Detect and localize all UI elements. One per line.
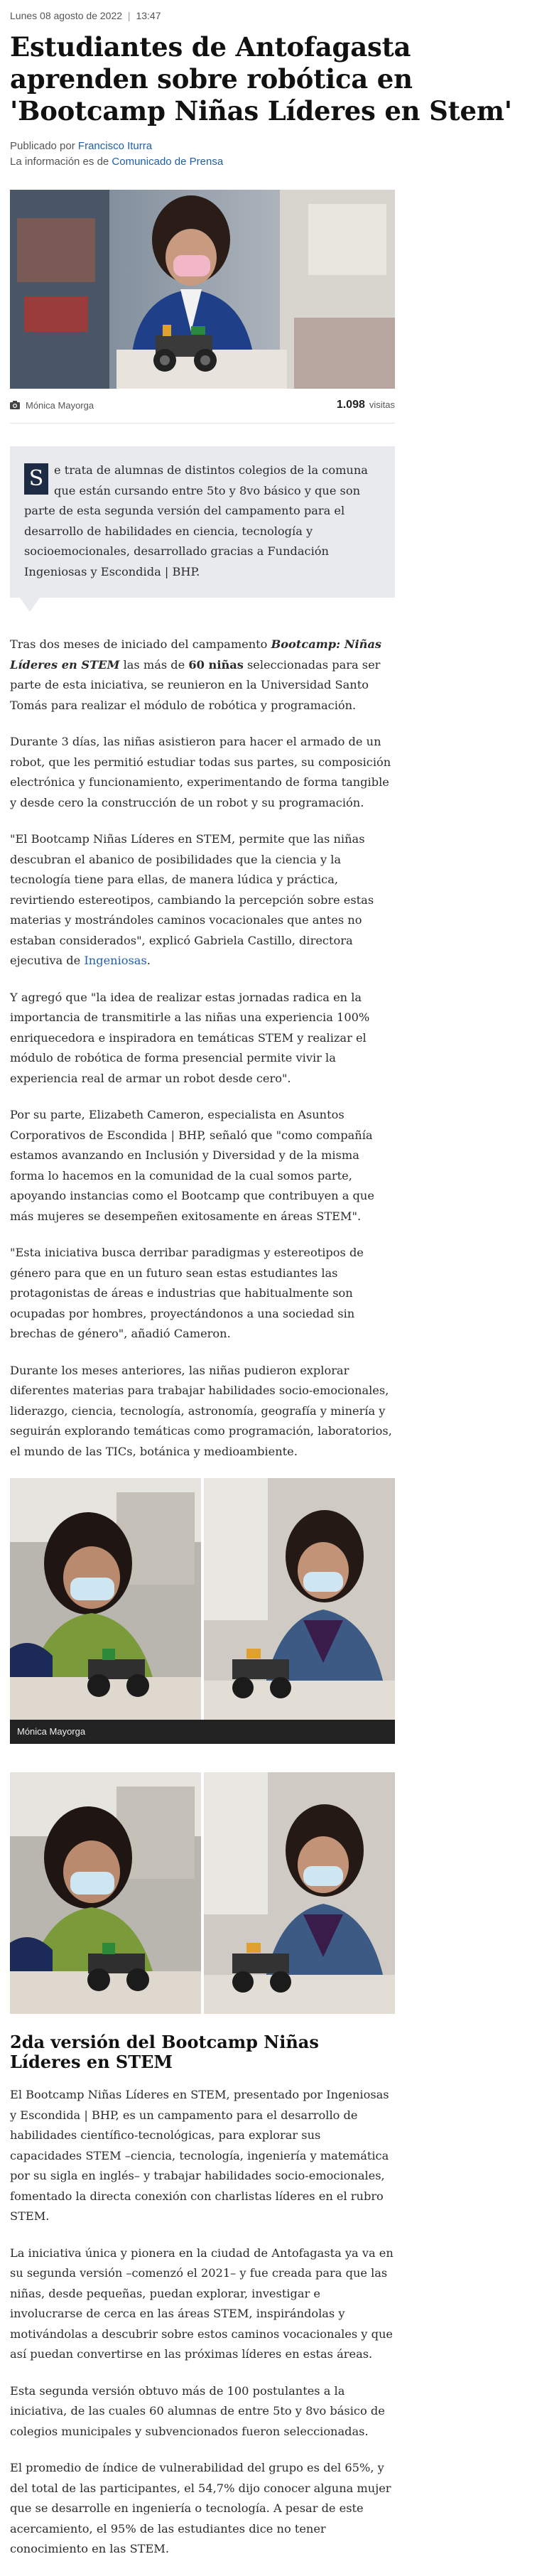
gallery-photo-illustration bbox=[204, 1772, 395, 2014]
lead-box bbox=[10, 446, 395, 598]
source-link[interactable]: Comunicado de Prensa bbox=[112, 156, 224, 168]
paragraph bbox=[10, 829, 395, 971]
lead-text: e trata de alumnas de distintos colegios de la comuna que están cursando entre 5to y 8vo básico y que son parte de esta segunda versión del campamento para el desarrollo de habilidades en ciencia, tecnología y socioemocionales, desarrollado gracias a Fundación Ingeniosas y Escondida | BHP. bbox=[24, 463, 368, 578]
view-count-number: 1.098 bbox=[336, 399, 365, 411]
paragraph-text: seleccionadas para ser parte de esta iniciativa, se reunieron en la Universidad Santo Tomás para realizar el módulo de robótica y programación. bbox=[10, 657, 381, 712]
paragraph-text: Tras dos meses de iniciado del campamento bbox=[10, 637, 271, 651]
article-title: Estudiantes de Antofagasta aprenden sobre robótica en 'Bootcamp Niñas Líderes en Stem' bbox=[10, 31, 512, 126]
author-line bbox=[10, 139, 527, 154]
photo-gallery-2[interactable] bbox=[10, 1772, 395, 2014]
paragraph: Durante 3 días, las niñas asistieron para hacer el armado de un robot, que les permitió estudiar todas sus partes, su composición electrónica y funcionamiento, experimentando de forma tangible y desde cero la construcción de un robot y su programación. bbox=[10, 735, 391, 809]
photo-meta bbox=[10, 399, 395, 411]
time-text: 13:47 bbox=[136, 10, 161, 21]
ingeniosas-link[interactable]: Ingeniosas bbox=[84, 954, 147, 967]
hero-photo[interactable] bbox=[10, 190, 395, 389]
gallery-photo-right[interactable] bbox=[204, 1478, 395, 1720]
hero-photo-illustration bbox=[10, 190, 395, 389]
view-count-label: visitas bbox=[369, 399, 395, 410]
gallery-photo-left[interactable] bbox=[10, 1478, 201, 1720]
gallery-caption: Mónica Mayorga bbox=[10, 1720, 395, 1744]
published-prefix: Publicado por bbox=[10, 140, 75, 152]
paragraph: Por su parte, Elizabeth Cameron, especialista en Asuntos Corporativos de Escondida | BHP, señaló que "como compañía estamos avanzando en Inclusión y Diversidad y de la misma forma lo hacemos en la comunidad de la cual somos parte, apoyando instancias como el Bootcamp que contribuyen a que más mujeres se desempeñen exitosamente en áreas STEM". bbox=[10, 1108, 374, 1223]
camera-icon bbox=[10, 401, 20, 409]
gallery-photo-illustration bbox=[204, 1478, 395, 1720]
section-heading: 2da versión del Bootcamp Niñas Líderes en STEM bbox=[10, 2032, 319, 2072]
divider bbox=[10, 423, 395, 424]
paragraph bbox=[10, 635, 395, 716]
paragraph: Esta segunda versión obtuvo más de 100 postulantes a la iniciativa, de las cuales 60 alumnas de entre 5to y 8vo básico de colegios municipales y subvencionados fueron seleccionadas. bbox=[10, 2383, 385, 2438]
gallery-photo-illustration bbox=[10, 1478, 201, 1720]
gallery-photo-right[interactable] bbox=[204, 1772, 395, 2014]
paragraph: Y agregó que "la idea de realizar estas jornadas radica en la importancia de transmitirle a las niñas una experiencia 100% enriquecedora e inspiradora en temáticas STEM y realizar el módulo de robótica de forma presencial permite vivir la experiencia real de armar un robot desde cero". bbox=[10, 990, 370, 1085]
article-body bbox=[10, 635, 395, 1462]
paragraph-text: . bbox=[146, 954, 151, 967]
photo-credit-name: Mónica Mayorga bbox=[26, 399, 94, 411]
byline bbox=[10, 139, 527, 170]
paragraph: El Bootcamp Niñas Líderes en STEM, presentado por Ingeniosas y Escondida | BHP, es un campamento para el desarrollo de habilidades científico-tecnológicas, para explorar sus capacidades STEM –ciencia, tecnología, ingeniería y matemática por su sigla en inglés– y trabajar habilidades socio-emocionales, fomentado la directa conexión con charlistas líderes en el rubro STEM. bbox=[10, 2088, 389, 2223]
photo-gallery-1[interactable] bbox=[10, 1478, 395, 1720]
paragraph: El promedio de índice de vulnerabilidad del grupo es del 65%, y del total de las participantes, el 54,7% dijo conocer alguna mujer que se desarrolle en ingeniería o tecnología. A pesar de este acercamiento, el 95% de las estudiantes dice no tener conocimiento en las STEM. bbox=[10, 2461, 391, 2555]
drop-cap: S bbox=[24, 463, 48, 495]
bold-text: 60 niñas bbox=[188, 657, 244, 672]
paragraph: Durante los meses anteriores, las niñas pudieron explorar diferentes materias para trabajar habilidades socio-emocionales, liderazgo, ciencia, tecnología, astronomía, geografía y minería y seguirán explorando temáticas como programación, laboratorios, el mundo de las TICs, botánica y medioambiente. bbox=[10, 1363, 392, 1458]
section-body bbox=[10, 2085, 395, 2560]
paragraph: La iniciativa única y pionera en la ciudad de Antofagasta ya va en su segunda versión –comenzó el 2021– y fue creada para que las niñas, desde pequeñas, puedan explorar, investigar e involucrarse de cerca en las áreas STEM, inspirándolas y motivándolas a descubrir sobre estos caminos vocacionales y que así puedan convertirse en las próximas líderes en estas áreas. bbox=[10, 2246, 394, 2361]
gallery-photo-illustration bbox=[10, 1772, 201, 2014]
view-count bbox=[337, 399, 395, 411]
paragraph-text: las más de bbox=[119, 657, 189, 672]
gallery-photo-left[interactable] bbox=[10, 1772, 201, 2014]
info-prefix: La información es de bbox=[10, 156, 109, 168]
emphasis-text: Bootcamp: Niñas Líderes en STEM bbox=[10, 637, 382, 672]
publish-date bbox=[10, 0, 527, 27]
photo-credit bbox=[10, 400, 94, 411]
date-text: Lunes 08 agosto de 2022 bbox=[10, 10, 123, 21]
source-line bbox=[10, 154, 527, 170]
author-link[interactable]: Francisco Iturra bbox=[77, 140, 153, 152]
paragraph: "Esta iniciativa busca derribar paradigmas y estereotipos de género para que en un futuro sean estas estudiantes las protagonistas de áreas e industrias que habitualmente son ocupadas por hombres, proyectándonos a una sociedad sin brechas de género", añadió Cameron. bbox=[10, 1246, 364, 1340]
paragraph-text: "El Bootcamp Niñas Líderes en STEM, permite que las niñas descubran el abanico de posibilidades que la ciencia y la tecnología tiene para ellas, de manera lúdica y práctica, revirtiendo estereotipos, cambiando la percepción sobre estas materias y mostrándoles caminos vocacionales que antes no estaban considerados", explicó Gabriela Castillo, directora ejecutiva de bbox=[10, 832, 374, 967]
date-separator: | bbox=[127, 10, 131, 21]
